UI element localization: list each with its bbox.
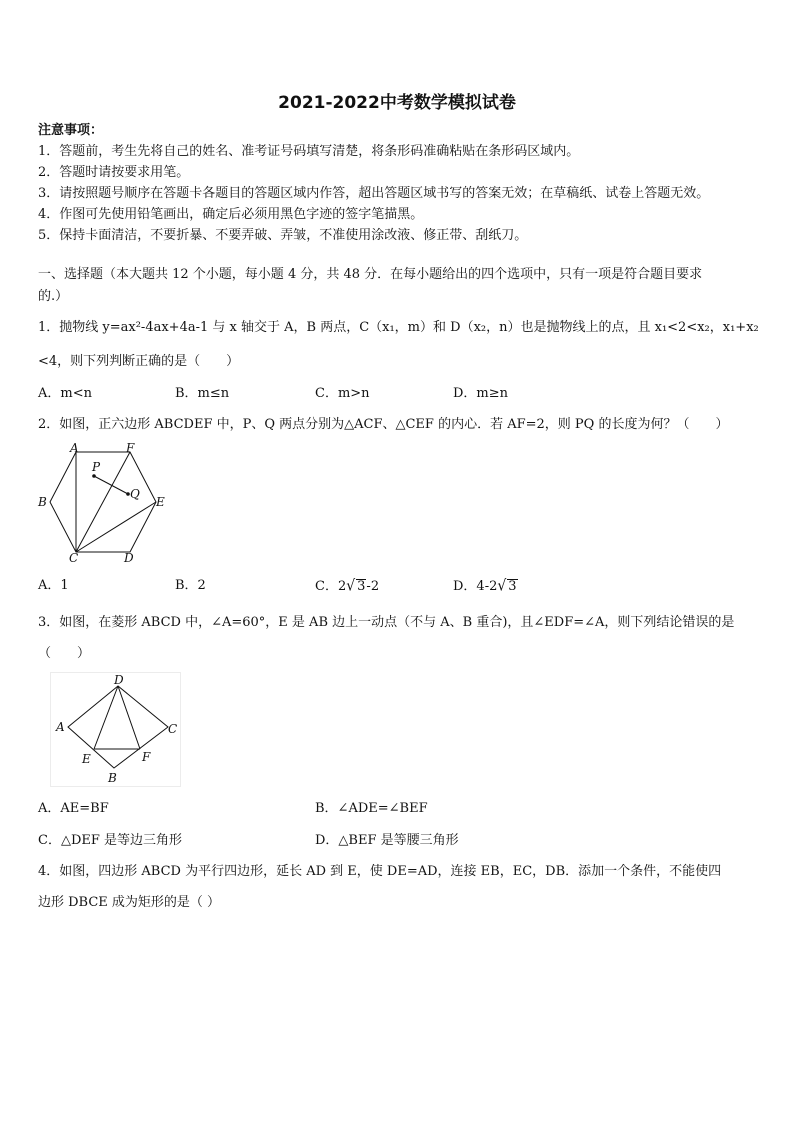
notice-item: 3．请按照题号顺序在答题卡各题目的答题区域内作答，超出答题区域书写的答案无效；在草稿纸、试卷上答题无效。: [38, 186, 710, 201]
question-4-text: 4．如图，四边形 ABCD 为平行四边形，延长 AD 到 E，使 DE=AD，连接 EB，EC，DB．添加一个条件，不能使四: [38, 864, 722, 879]
q2-choice-c-suffix: -2: [366, 579, 380, 594]
q3-choice-d[interactable]: D．△BEF 是等腰三角形: [315, 833, 459, 848]
question-3-text-cont: （ ）: [38, 646, 91, 661]
q2-choice-c[interactable]: [315, 577, 379, 596]
radical-icon: √: [497, 577, 507, 595]
label-q: Q: [130, 487, 140, 501]
notice-item: 4．作图可先使用铅笔画出，确定后必须用黑色字迹的签字笔描黑。: [38, 207, 424, 222]
point-p: [92, 474, 96, 478]
section-heading: 一、选择题（本大题共 12 个小题，每小题 4 分，共 48 分．在每小题给出的四个选项中，只有一项是符合题目要求: [38, 267, 703, 282]
label-a: A: [56, 720, 65, 734]
section-heading-cont: 的.）: [38, 289, 69, 304]
label-e: E: [82, 752, 91, 766]
q3-choice-c[interactable]: C．△DEF 是等边三角形: [38, 833, 183, 848]
page-title: 2021-2022中考数学模拟试卷: [278, 93, 516, 113]
segment-cf: [76, 452, 130, 552]
q2-choice-a[interactable]: A．1: [38, 578, 69, 593]
hexagon-figure: [34, 440, 170, 566]
question-1-text-cont: <4，则下列判断正确的是（ ）: [38, 354, 240, 369]
segment-pq: [94, 476, 128, 494]
q1-choice-d[interactable]: D．m≥n: [453, 386, 509, 401]
radical-icon: √: [346, 577, 356, 595]
notice-item: 1．答题前，考生先将自己的姓名、准考证号码填写清楚，将条形码准确粘贴在条形码区域内。: [38, 144, 580, 159]
notice-item: 2．答题时请按要求用笔。: [38, 165, 190, 180]
segment-ce: [76, 502, 156, 552]
label-a: A: [70, 441, 79, 455]
q2-choice-c-radicand: 3: [357, 579, 366, 594]
notice-item: 5．保持卡面清洁，不要折暴、不要弄破、弄皱，不准使用涂改液、修正带、刮纸刀。: [38, 228, 528, 243]
q2-choice-d-radicand: 3: [508, 579, 517, 594]
label-c: C: [69, 551, 79, 565]
rhombus-figure: [50, 672, 182, 788]
label-p: P: [92, 460, 101, 474]
q1-choice-b[interactable]: B．m≤n: [175, 386, 230, 401]
q1-choice-a[interactable]: A．m<n: [38, 386, 92, 401]
q2-choice-b[interactable]: B．2: [175, 578, 206, 593]
q3-choice-b[interactable]: B．∠ADE=∠BEF: [315, 801, 428, 816]
label-c: C: [168, 722, 178, 736]
q2-choice-d-prefix: D．4-2: [453, 579, 498, 594]
label-d: D: [114, 673, 124, 687]
label-d: D: [124, 551, 134, 565]
label-e: E: [156, 495, 165, 509]
q2-choice-c-prefix: C．2: [315, 579, 347, 594]
q2-choice-d[interactable]: [453, 577, 518, 596]
notice-heading: 注意事项：: [38, 123, 104, 138]
question-1-text: 1．抛物线 y=ax²-4ax+4a-1 与 x 轴交于 A，B 两点，C（x₁，m）和 D（x₂，n）也是抛物线上的点，且 x₁<2<x₂，x₁+x₂: [38, 320, 759, 335]
question-3-text: 3．如图，在菱形 ABCD 中，∠A=60°，E 是 AB 边上一动点（不与 A、B 重合)，且∠EDF=∠A，则下列结论错误的是: [38, 615, 735, 630]
label-b: B: [108, 771, 117, 785]
q1-choice-c[interactable]: C．m>n: [315, 386, 370, 401]
question-2-text: 2．如图，正六边形 ABCDEF 中，P、Q 两点分别为△ACF、△CEF 的内心．若 AF=2，则 PQ 的长度为何？（ ）: [38, 417, 729, 432]
q3-choice-a[interactable]: A．AE=BF: [38, 801, 109, 816]
label-f: F: [142, 750, 151, 764]
label-b: B: [38, 495, 47, 509]
label-f: F: [126, 441, 135, 455]
question-4-text-cont: 边形 DBCE 成为矩形的是（ ）: [38, 895, 221, 910]
